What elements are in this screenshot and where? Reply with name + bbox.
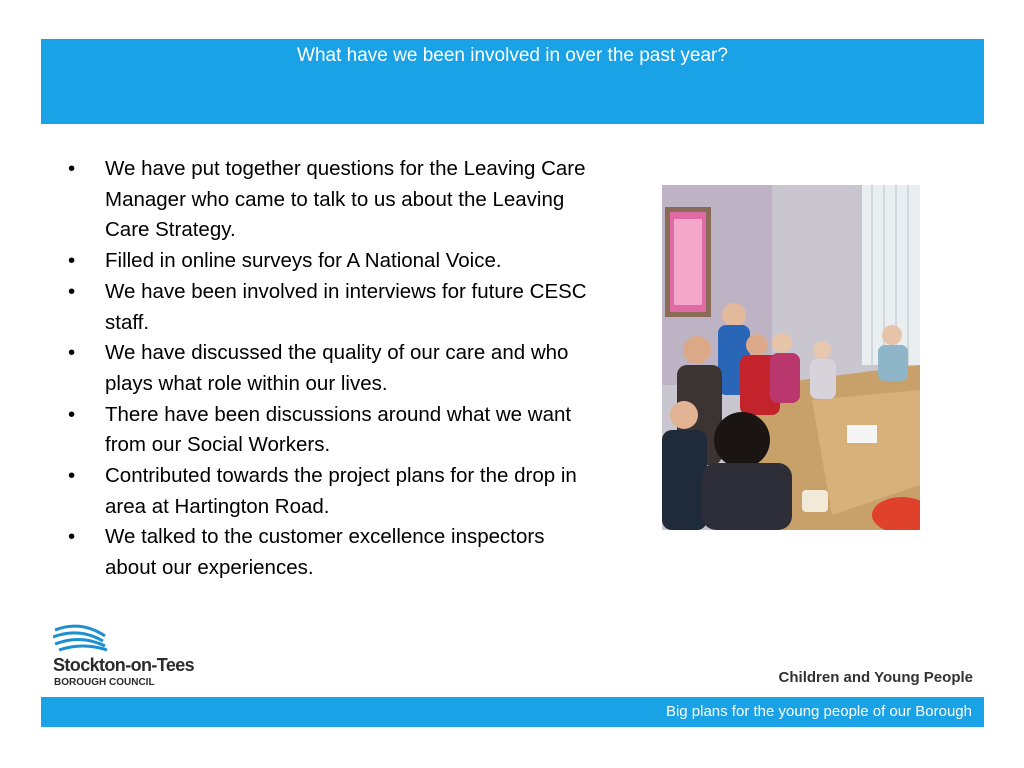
- bullet-text: We have put together questions for the Leaving Care Manager who came to talk to us about the Leaving Care Strategy.: [105, 157, 586, 242]
- footer-banner: [41, 697, 984, 727]
- list-item: [62, 461, 592, 522]
- logo-name: Stockton-on-Tees: [53, 655, 195, 675]
- bullet-dot: •: [68, 279, 76, 303]
- swoosh-logo-icon: [53, 622, 109, 654]
- bullet-dot: •: [68, 157, 76, 180]
- bullet-dot: •: [68, 249, 76, 273]
- logo-subtitle: BOROUGH COUNCIL: [54, 677, 155, 688]
- bullet-dot: •: [68, 341, 76, 365]
- list-item: [62, 154, 592, 246]
- list-item: [62, 338, 592, 399]
- bullet-list: [62, 154, 592, 584]
- list-item: [62, 277, 592, 338]
- department-label: Children and Young People: [778, 669, 973, 686]
- list-item: [62, 400, 592, 461]
- footer-tagline: Big plans for the young people of our Borough: [665, 703, 972, 720]
- bullet-text: We have been involved in interviews for future CESC staff.: [105, 279, 587, 334]
- bullet-text: Filled in online surveys for A National Voice.: [105, 249, 502, 273]
- bullet-text: There have been discussions around what we want from our Social Workers.: [105, 402, 572, 457]
- list-item: [62, 522, 592, 583]
- bullet-text: We have discussed the quality of our care and who plays what role within our lives.: [105, 341, 569, 395]
- bullet-dot: •: [68, 525, 76, 549]
- title-banner: [41, 39, 984, 124]
- bullet-text: We talked to the customer excellence inspectors about our experiences.: [105, 525, 545, 580]
- list-item: [62, 246, 592, 277]
- council-logo: [53, 622, 195, 692]
- slide-title: What have we been involved in over the past year?: [297, 45, 728, 66]
- bullet-text: Contributed towards the project plans for the drop in area at Hartington Road.: [105, 464, 577, 518]
- meeting-photo: [662, 185, 920, 530]
- bullet-dot: •: [68, 402, 76, 426]
- bullet-dot: •: [68, 464, 76, 488]
